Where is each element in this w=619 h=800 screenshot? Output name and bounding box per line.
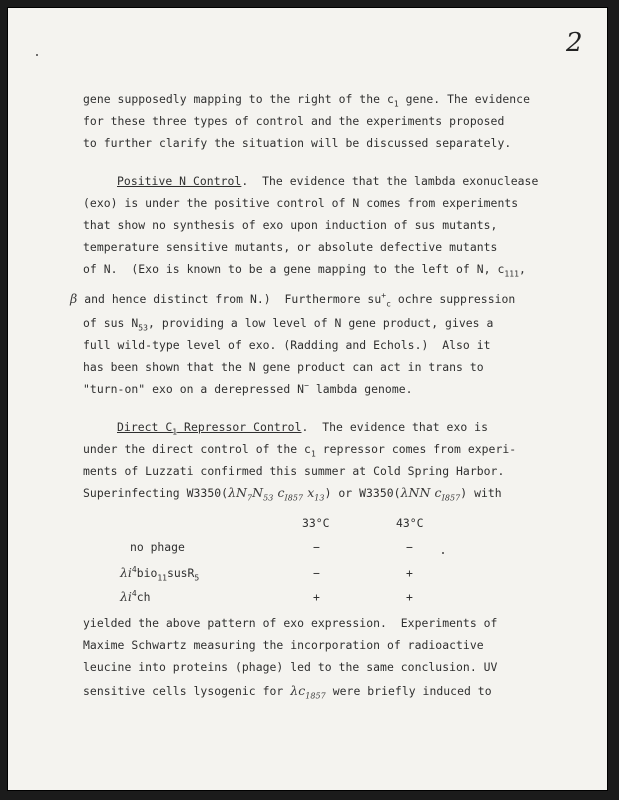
column-header-33c: 33°C bbox=[302, 516, 330, 530]
page-number: 2 bbox=[566, 28, 583, 58]
row-label: $\lambda i^4ch$ bbox=[120, 589, 151, 604]
text-line: yielded the above pattern of exo expression. Experiments of bbox=[83, 616, 498, 630]
text-line: to further clarify the situation will be discussed separately. bbox=[83, 136, 512, 150]
result-sign: + bbox=[313, 590, 320, 604]
text-line: under the direct control of the $c_1$ repressor comes from experi- bbox=[83, 442, 517, 459]
row-label: $\lambda i^4bio_{11}susR_5$ bbox=[120, 565, 200, 583]
result-sign: − bbox=[313, 540, 320, 554]
text-line: gene supposedly mapping to the right of the $c_1$ gene. The evidence bbox=[83, 92, 530, 109]
row-label: no phage bbox=[130, 540, 185, 554]
document-page bbox=[8, 8, 607, 790]
text-line: ments of Luzzati confirmed this summer at Cold Spring Harbor. bbox=[83, 464, 505, 478]
text-line: β and hence distinct from N.) Furthermore $su^+_c$ ochre suppression bbox=[70, 291, 516, 309]
text-line: Maxime Schwartz measuring the incorporation of radioactive bbox=[83, 638, 484, 652]
text-line: leucine into proteins (phage) led to the same conclusion. UV bbox=[83, 660, 498, 674]
text-line: temperature sensitive mutants, or absolute defective mutants bbox=[83, 240, 498, 254]
section-heading: Positive N Control bbox=[117, 174, 242, 188]
text-line: sensitive cells lysogenic for $\lambda c_{1857}$ were briefly induced to bbox=[83, 683, 492, 701]
text-line: that show no synthesis of exo upon induction of sus mutants, bbox=[83, 218, 498, 232]
text-line: for these three types of control and the experiments proposed bbox=[83, 114, 505, 128]
column-header-43c: 43°C bbox=[396, 516, 424, 530]
result-sign: + bbox=[406, 566, 413, 580]
handwritten-genotype: λNN $c_{I857}$ bbox=[400, 485, 461, 503]
result-sign: − bbox=[406, 540, 413, 554]
text-line: of N. (Exo is known to be a gene mapping to the left of N, $c_{111}$, bbox=[83, 262, 526, 279]
text-line: of sus $N_{53}$, providing a low level of N gene product, gives a bbox=[83, 316, 494, 333]
text-line: Direct $C_1$ Repressor Control. The evidence that exo is bbox=[117, 420, 488, 437]
section-heading: Direct $C_1$ Repressor Control bbox=[117, 420, 302, 437]
text-line: Positive N Control. The evidence that the lambda exonuclease bbox=[117, 174, 539, 188]
handwritten-genotype: $\lambda N_7N_{53}$ $c_{I857}$ $x_{13}$ bbox=[228, 485, 325, 503]
result-sign: + bbox=[406, 590, 413, 604]
text-line: (exo) is under the positive control of N comes from experiments bbox=[83, 196, 519, 210]
paper-speck bbox=[442, 552, 444, 554]
paper-speck bbox=[36, 54, 38, 56]
text-line: Superinfecting $W3350(\lambda N_7N_{53}$ $c_{I857}$ $x_{13}$) or W3350(λNN $c_{I857}$) with bbox=[83, 485, 502, 503]
result-sign: − bbox=[313, 566, 320, 580]
text-line: has been shown that the N gene product can act in trans to bbox=[83, 360, 484, 374]
text-line: full wild-type level of exo. (Radding and Echols.) Also it bbox=[83, 338, 491, 352]
handwritten-genotype: $\lambda c_{1857}$ bbox=[290, 683, 326, 701]
text-line: "turn-on" exo on a derepressed N− lambda genome. bbox=[83, 381, 413, 396]
